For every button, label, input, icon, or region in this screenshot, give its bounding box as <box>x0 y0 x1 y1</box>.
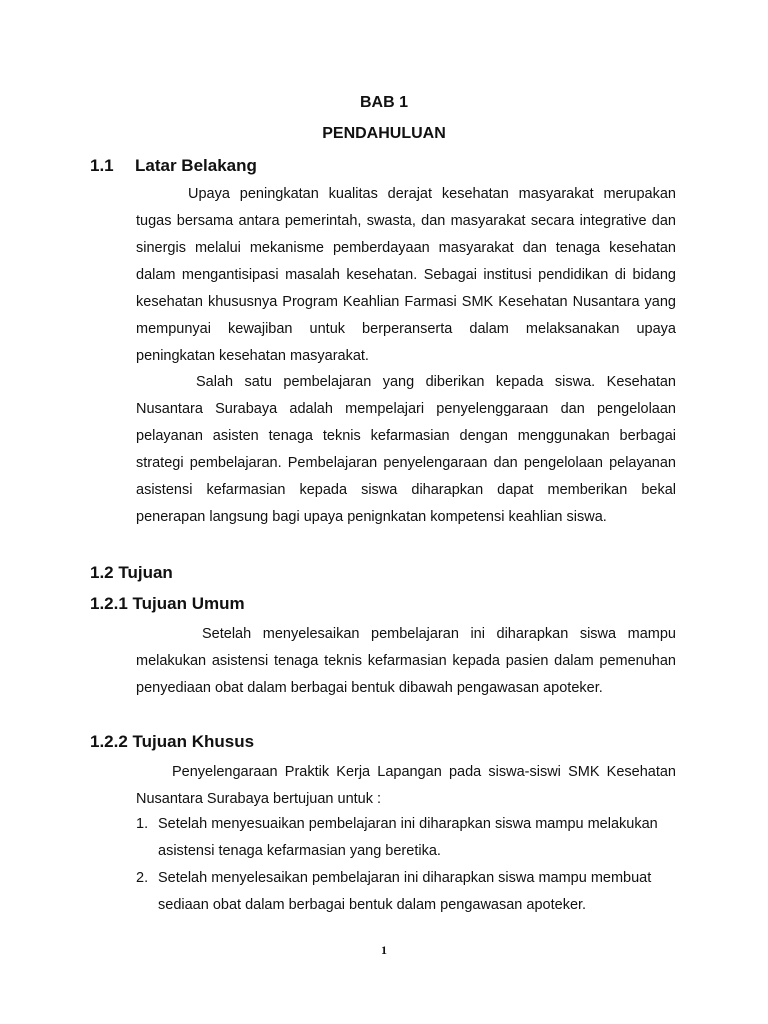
section-heading-1-2: 1.2 Tujuan <box>90 563 173 582</box>
paragraph-latar-belakang-1: Upaya peningkatan kualitas derajat kesehatan masyarakat merupakan tugas bersama antara pemerintah, swasta, dan masyarakat secara integrative dan sinergis melalui mekanisme pemberdayaan masyarakat dan tenaga kesehatan dalam mengantisipasi masalah kesehatan. Sebagai institusi pendidikan di bidang kesehatan khususnya Program Keahlian Farmasi SMK Kesehatan Nusantara yang mempunyai kewajiban untuk berperanserta dalam melaksanakan upaya peningkatan kesehatan masyarakat. <box>136 186 676 364</box>
paragraph-latar-belakang-2: Salah satu pembelajaran yang diberikan kepada siswa. Kesehatan Nusantara Surabaya adalah mempelajari penyelenggaraan dan pengelolaan pelayanan asisten tenaga teknis kefarmasian dengan menggunakan berbagai strategi pembelajaran. Pembelajaran penyelengaraan dan pengelolaan pelayanan asistensi kefarmasian kepada siswa diharapkan dapat memberikan bekal penerapan langsung bagi upaya penignkatan kompetensi keahlian siswa. <box>136 374 676 525</box>
paragraph-tujuan-umum: Setelah menyelesaikan pembelajaran ini diharapkan siswa mampu melakukan asistensi tenaga teknis kefarmasian kepada pasien dalam pemenuhan penyediaan obat dalam berbagai bentuk dibawah pengawasan apoteker. <box>136 626 676 696</box>
section-heading-1-1 <box>90 156 257 176</box>
section-number: 1.1 <box>90 156 114 175</box>
section-title: Latar Belakang <box>135 156 257 175</box>
paragraph-tujuan-khusus-intro: Penyelengaraan Praktik Kerja Lapangan pada siswa-siswi SMK Kesehatan Nusantara Surabaya bertujuan untuk : <box>136 764 676 807</box>
list-item-text: Setelah menyelesaikan pembelajaran ini diharapkan siswa mampu membuat sediaan obat dalam berbagai bentuk dalam pengawasan apoteker. <box>158 870 652 913</box>
list-item <box>136 865 676 919</box>
tujuan-khusus-list <box>136 811 676 919</box>
list-marker: 2. <box>136 870 149 886</box>
list-marker: 1. <box>136 816 149 832</box>
section-heading-1-2-2: 1.2.2 Tujuan Khusus <box>90 732 255 751</box>
list-item-text: Setelah menyesuaikan pembelajaran ini diharapkan siswa mampu melakukan asistensi tenaga kefarmasian yang beretika. <box>158 816 658 859</box>
section-heading-1-2-1: 1.2.1 Tujuan Umum <box>90 594 245 613</box>
list-item <box>136 811 676 865</box>
chapter-title: PENDAHULUAN <box>322 125 446 142</box>
page-number: 1 <box>381 943 387 957</box>
chapter-label: BAB 1 <box>359 94 408 111</box>
